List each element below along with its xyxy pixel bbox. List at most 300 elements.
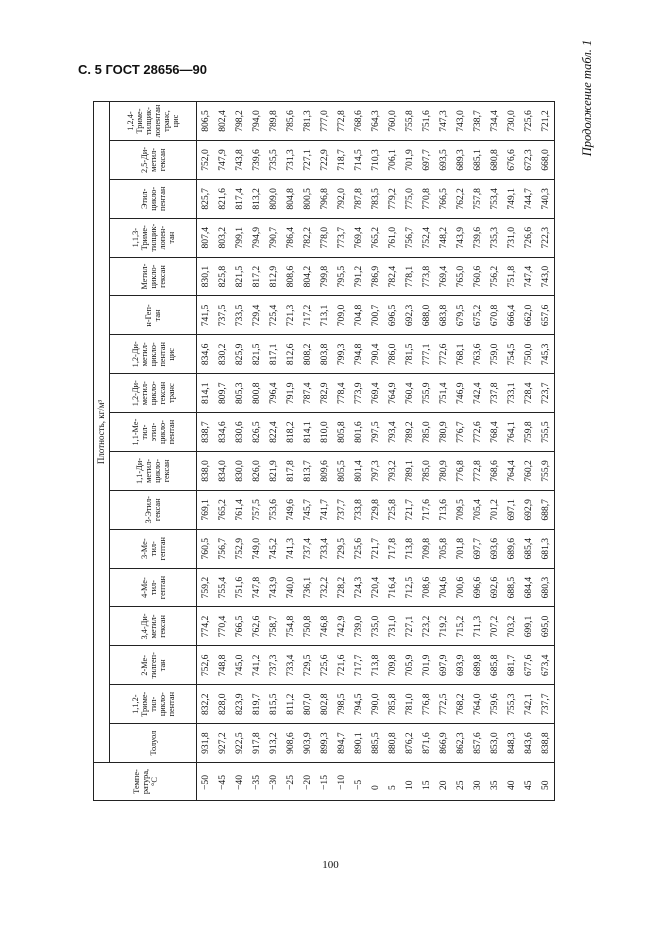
density-cell: 758,7 (265, 607, 282, 646)
density-cell: 737,7 (333, 490, 350, 529)
density-cell: 834,6 (197, 335, 215, 374)
density-cell: 731,3 (282, 141, 299, 180)
density-cell: 903,9 (299, 724, 316, 763)
table-frame (93, 101, 553, 801)
density-cell: 666,4 (503, 296, 520, 335)
density-cell: 782,9 (316, 374, 333, 413)
density-cell: 739,0 (350, 607, 367, 646)
density-cell: 794,8 (350, 335, 367, 374)
density-cell: 789,2 (401, 413, 418, 452)
density-cell: 710,3 (367, 141, 384, 180)
density-cell: 701,9 (418, 646, 435, 685)
density-cell: 721,3 (282, 296, 299, 335)
density-cell: 757,5 (248, 490, 265, 529)
density-cell: 703,2 (503, 607, 520, 646)
density-cell: 709,8 (418, 529, 435, 568)
density-cell: 799,3 (333, 335, 350, 374)
density-cell: 750,0 (520, 335, 537, 374)
density-cell: 809,7 (214, 374, 231, 413)
density-cell: 743,9 (452, 218, 469, 257)
density-cell: 780,9 (435, 452, 452, 491)
density-cell: 772,6 (469, 413, 486, 452)
density-cell: 724,3 (350, 568, 367, 607)
density-cell: 695,0 (537, 607, 555, 646)
density-cell: 843,6 (520, 724, 537, 763)
density-cell: 668,0 (537, 141, 555, 180)
density-cell: 729,8 (367, 490, 384, 529)
density-cell: 818,2 (282, 413, 299, 452)
density-cell: 880,8 (384, 724, 401, 763)
density-cell: 716,4 (384, 568, 401, 607)
density-cell: 790,0 (367, 685, 384, 724)
density-cell: 792,0 (333, 179, 350, 218)
density-cell: 692,6 (486, 568, 503, 607)
density-cell: 756,7 (214, 529, 231, 568)
density-cell: 796,4 (265, 374, 282, 413)
density-cell: 755,9 (418, 374, 435, 413)
density-cell: 672,3 (520, 141, 537, 180)
density-cell: 693,6 (486, 529, 503, 568)
density-cell: 719,2 (435, 607, 452, 646)
density-cell: 782,4 (384, 257, 401, 296)
density-cell: 862,3 (452, 724, 469, 763)
density-cell: 787,8 (350, 179, 367, 218)
density-cell: 741,3 (282, 529, 299, 568)
density-cell: 745,3 (537, 335, 555, 374)
density-cell: 700,6 (452, 568, 469, 607)
density-cell: 800,8 (248, 374, 265, 413)
density-cell: 785,8 (384, 685, 401, 724)
density-cell: 709,8 (384, 646, 401, 685)
temperature-cell: −50 (197, 763, 215, 801)
density-cell: 763,6 (469, 335, 486, 374)
density-cell: 773,8 (418, 257, 435, 296)
density-cell: 790,7 (265, 218, 282, 257)
density-cell: 804,8 (282, 179, 299, 218)
density-cell: 748,2 (435, 218, 452, 257)
density-cell: 725,6 (350, 529, 367, 568)
density-cell: 755,4 (214, 568, 231, 607)
density-cell: 799,1 (231, 218, 248, 257)
density-cell: 764,9 (384, 374, 401, 413)
density-cell: 811,2 (282, 685, 299, 724)
density-cell: 776,8 (418, 685, 435, 724)
density-cell: 853,0 (486, 724, 503, 763)
density-cell: 688,0 (418, 296, 435, 335)
table-row (503, 102, 520, 801)
column-header-7: 3-Этил- гексан (110, 490, 197, 529)
density-cell: 693,5 (435, 141, 452, 180)
density-cell: 913,2 (265, 724, 282, 763)
density-cell: 751,8 (503, 257, 520, 296)
density-cell: 735,0 (367, 607, 384, 646)
density-cell: 751,6 (418, 102, 435, 141)
density-cell: 696,5 (384, 296, 401, 335)
density-cell: 789,8 (265, 102, 282, 141)
density-cell: 759,0 (486, 335, 503, 374)
density-cell: 830,1 (197, 257, 215, 296)
density-cell: 927,2 (214, 724, 231, 763)
page-header: С. 5 ГОСТ 28656—90 (78, 62, 207, 77)
density-cell: 768,2 (452, 685, 469, 724)
density-cell: 755,9 (537, 452, 555, 491)
density-cell: 769,1 (197, 490, 215, 529)
density-cell: 749,0 (248, 529, 265, 568)
density-cell: 885,5 (367, 724, 384, 763)
density-cell: 681,3 (537, 529, 555, 568)
density-cell: 739,6 (248, 141, 265, 180)
temperature-cell: 10 (401, 763, 418, 801)
density-cell: 812,6 (282, 335, 299, 374)
temperature-cell: 50 (537, 763, 555, 801)
density-cell: 737,7 (537, 685, 555, 724)
density-cell: 772,8 (333, 102, 350, 141)
density-cell: 713,8 (401, 529, 418, 568)
density-cell: 729,5 (299, 646, 316, 685)
column-header-3: 2-Ме- тилгеп- тан (110, 646, 197, 685)
density-cell: 754,8 (282, 607, 299, 646)
density-cell: 756,2 (486, 257, 503, 296)
density-cell: 876,2 (401, 724, 418, 763)
table-row (486, 102, 503, 801)
density-cell: 760,2 (520, 452, 537, 491)
density-cell: 759,6 (486, 685, 503, 724)
density-cell: 683,8 (435, 296, 452, 335)
density-cell: 723,2 (418, 607, 435, 646)
density-cell: 899,3 (316, 724, 333, 763)
density-cell: 762,2 (452, 179, 469, 218)
density-cell: 743,8 (231, 141, 248, 180)
density-cell: 748,8 (214, 646, 231, 685)
temperature-cell: −20 (299, 763, 316, 801)
density-cell: 796,8 (316, 179, 333, 218)
density-cell: 675,2 (469, 296, 486, 335)
density-cell: 689,3 (452, 141, 469, 180)
density-cell: 779,2 (384, 179, 401, 218)
density-cell: 673,4 (537, 646, 555, 685)
temperature-header: Темпе- ратура, °С (94, 763, 197, 801)
density-cell: 709,5 (452, 490, 469, 529)
density-cell: 739,6 (469, 218, 486, 257)
density-cell: 730,0 (503, 102, 520, 141)
table-row (265, 102, 282, 801)
density-cell: 704,6 (435, 568, 452, 607)
density-cell: 797,5 (367, 413, 384, 452)
density-cell: 737,3 (265, 646, 282, 685)
density-cell: 679,5 (452, 296, 469, 335)
density-cell: 830,0 (231, 452, 248, 491)
density-cell: 689,6 (503, 529, 520, 568)
density-cell: 746,8 (316, 607, 333, 646)
density-cell: 777,0 (316, 102, 333, 141)
density-cell: 775,0 (401, 179, 418, 218)
density-cell: 866,9 (435, 724, 452, 763)
density-cell: 722,3 (537, 218, 555, 257)
column-header-12: н-Геп- тан (110, 296, 197, 335)
density-cell: 890,1 (350, 724, 367, 763)
density-cell: 689,8 (469, 646, 486, 685)
column-header-14: 1,1,3- Триме- тилцик- лопен- тан (110, 218, 197, 257)
density-cell: 785,0 (418, 413, 435, 452)
density-cell: 738,7 (469, 102, 486, 141)
density-cell: 751,6 (231, 568, 248, 607)
density-cell: 794,0 (248, 102, 265, 141)
density-cell: 725,6 (316, 646, 333, 685)
density-cell: 922,5 (231, 724, 248, 763)
density-cell: 697,9 (435, 646, 452, 685)
density-cell: 812,9 (265, 257, 282, 296)
density-cell: 793,4 (384, 413, 401, 452)
density-cell: 717,6 (418, 490, 435, 529)
density-cell: 721,6 (333, 646, 350, 685)
temperature-cell: 5 (384, 763, 401, 801)
density-cell: 685,4 (520, 529, 537, 568)
density-cell: 737,4 (299, 529, 316, 568)
column-header-15: Этил- цикло- пентан (110, 179, 197, 218)
density-cell: 777,1 (418, 335, 435, 374)
density-cell: 821,5 (248, 335, 265, 374)
density-cell: 693,9 (452, 646, 469, 685)
density-cell: 680,3 (537, 568, 555, 607)
density-cell: 688,7 (537, 490, 555, 529)
density-cell: 749,1 (503, 179, 520, 218)
temperature-cell: 45 (520, 763, 537, 801)
table-row (435, 102, 452, 801)
density-cell: 797,3 (367, 452, 384, 491)
density-cell: 805,3 (231, 374, 248, 413)
density-cell: 815,5 (265, 685, 282, 724)
density-cell: 756,7 (401, 218, 418, 257)
density-cell: 713,8 (367, 646, 384, 685)
density-cell: 800,5 (299, 179, 316, 218)
density-cell: 729,5 (333, 529, 350, 568)
density-cell: 699,1 (520, 607, 537, 646)
density-cell: 737,5 (214, 296, 231, 335)
density-cell: 805,5 (333, 452, 350, 491)
density-cell: 769,4 (367, 374, 384, 413)
density-cell: 764,0 (469, 685, 486, 724)
density-cell: 770,4 (214, 607, 231, 646)
temperature-cell: −10 (333, 763, 350, 801)
density-cell: 828,0 (214, 685, 231, 724)
density-cell: 821,6 (214, 179, 231, 218)
density-cell: 789,1 (401, 452, 418, 491)
density-cell: 705,4 (469, 490, 486, 529)
density-cell: 814,1 (197, 374, 215, 413)
density-cell: 857,6 (469, 724, 486, 763)
density-cell: 781,3 (299, 102, 316, 141)
density-cell: 830,6 (231, 413, 248, 452)
density-cell: 752,9 (231, 529, 248, 568)
table-row (401, 102, 418, 801)
density-cell: 705,8 (435, 529, 452, 568)
density-cell: 685,1 (469, 141, 486, 180)
density-cell: 809,6 (316, 452, 333, 491)
temperature-cell: 0 (367, 763, 384, 801)
density-cell: 684,4 (520, 568, 537, 607)
density-cell: 701,8 (452, 529, 469, 568)
density-cell: 822,4 (265, 413, 282, 452)
density-cell: 778,0 (316, 218, 333, 257)
density-cell: 813,2 (248, 179, 265, 218)
density-cell: 747,4 (520, 257, 537, 296)
density-cell: 662,0 (520, 296, 537, 335)
column-header-6: 3-Ме- тил- гептан (110, 529, 197, 568)
density-cell: 805,8 (333, 413, 350, 452)
density-cell: 733,4 (282, 646, 299, 685)
density-cell: 764,1 (503, 413, 520, 452)
density-cell: 782,2 (299, 218, 316, 257)
table-row (248, 102, 265, 801)
density-cell: 817,1 (265, 335, 282, 374)
density-cell: 685,8 (486, 646, 503, 685)
density-cell: 692,3 (401, 296, 418, 335)
density-cell: 747,3 (435, 102, 452, 141)
density-cell: 772,6 (435, 335, 452, 374)
density-cell: 718,7 (333, 141, 350, 180)
density-cell: 780,9 (435, 413, 452, 452)
density-cell: 743,9 (265, 568, 282, 607)
density-cell: 677,6 (520, 646, 537, 685)
column-header-17: 1,2,4- Триме- тилцик- лопентан транс, цис (110, 102, 197, 141)
density-cell: 808,6 (282, 257, 299, 296)
density-cell: 821,9 (265, 452, 282, 491)
density-cell: 765,0 (452, 257, 469, 296)
density-cell: 774,2 (197, 607, 215, 646)
density-cell: 768,6 (486, 452, 503, 491)
density-cell: 727,1 (299, 141, 316, 180)
density-cell: 760,5 (197, 529, 215, 568)
density-cell: 768,1 (452, 335, 469, 374)
density-cell: 834,0 (214, 452, 231, 491)
table-row (418, 102, 435, 801)
density-cell: 753,4 (486, 179, 503, 218)
density-cell: 807,4 (197, 218, 215, 257)
column-header-9: 1,1-Ме- тил- этил- цикло- пентан (110, 413, 197, 452)
density-cell: 770,8 (418, 179, 435, 218)
density-cell: 755,3 (503, 685, 520, 724)
density-cell: 786,9 (367, 257, 384, 296)
density-cell: 717,2 (299, 296, 316, 335)
density-cell: 742,4 (469, 374, 486, 413)
density-cell: 696,6 (469, 568, 486, 607)
table-row (384, 102, 401, 801)
density-cell: 809,0 (265, 179, 282, 218)
density-cell: 711,3 (469, 607, 486, 646)
column-header-10: 1,2-Ди- метил- цикло- гексан транс (110, 374, 197, 413)
density-cell: 823,9 (231, 685, 248, 724)
density-cell: 803,8 (316, 335, 333, 374)
table-row (282, 102, 299, 801)
density-cell: 692,9 (520, 490, 537, 529)
temperature-cell: −40 (231, 763, 248, 801)
density-cell: 801,6 (350, 413, 367, 452)
density-cell: 768,4 (486, 413, 503, 452)
density-cell: 705,9 (401, 646, 418, 685)
density-cell: 798,5 (333, 685, 350, 724)
table-row (214, 102, 231, 801)
density-cell: 908,6 (282, 724, 299, 763)
density-cell: 769,4 (435, 257, 452, 296)
density-cell: 761,0 (384, 218, 401, 257)
density-cell: 706,1 (384, 141, 401, 180)
density-cell: 871,6 (418, 724, 435, 763)
density-cell: 786,4 (282, 218, 299, 257)
column-header-2: 1,1,2- Триме- тил- цикло- пентан (110, 685, 197, 724)
density-cell: 681,7 (503, 646, 520, 685)
density-cell: 697,7 (469, 529, 486, 568)
density-cell: 688,5 (503, 568, 520, 607)
table-row (537, 102, 555, 801)
density-cell: 743,0 (452, 102, 469, 141)
density-cell: 740,3 (537, 179, 555, 218)
density-cell: 765,2 (214, 490, 231, 529)
density-cell: 783,5 (367, 179, 384, 218)
density-cell: 802,8 (316, 685, 333, 724)
density-cell: 781,5 (401, 335, 418, 374)
density-cell: 795,5 (333, 257, 350, 296)
density-cell: 752,4 (418, 218, 435, 257)
density-cell: 713,6 (435, 490, 452, 529)
density-cell: 790,4 (367, 335, 384, 374)
temperature-cell: −35 (248, 763, 265, 801)
density-cell: 670,8 (486, 296, 503, 335)
density-cell: 745,7 (299, 490, 316, 529)
density-cell: 713,1 (316, 296, 333, 335)
density-cell: 813,7 (299, 452, 316, 491)
temperature-cell: −15 (316, 763, 333, 801)
temperature-cell: −45 (214, 763, 231, 801)
density-cell: 701,9 (401, 141, 418, 180)
density-table (93, 101, 555, 801)
density-cell: 733,4 (316, 529, 333, 568)
density-cell: 725,4 (265, 296, 282, 335)
density-cell: 759,8 (520, 413, 537, 452)
density-cell: 838,0 (197, 452, 215, 491)
density-cell: 731,0 (384, 607, 401, 646)
table-row (452, 102, 469, 801)
density-cell: 725,6 (520, 102, 537, 141)
density-cell: 714,5 (350, 141, 367, 180)
density-cell: 708,6 (418, 568, 435, 607)
density-cell: 736,1 (299, 568, 316, 607)
density-cell: 803,2 (214, 218, 231, 257)
density-cell: 741,5 (197, 296, 215, 335)
density-cell: 778,1 (401, 257, 418, 296)
column-header-13: Метил- цикло- гексан (110, 257, 197, 296)
density-cell: 737,8 (486, 374, 503, 413)
table-row (520, 102, 537, 801)
column-header-16: 2,5-Ди- метил- гексан (110, 141, 197, 180)
table-row (231, 102, 248, 801)
density-cell: 894,7 (333, 724, 350, 763)
density-cell: 717,7 (350, 646, 367, 685)
density-header: Плотность, кг/м³ (94, 102, 110, 763)
density-cell: 754,5 (503, 335, 520, 374)
density-cell: 817,4 (231, 179, 248, 218)
temperature-cell: 30 (469, 763, 486, 801)
density-cell: 742,9 (333, 607, 350, 646)
temperature-cell: 20 (435, 763, 452, 801)
density-cell: 729,4 (248, 296, 265, 335)
density-cell: 749,6 (282, 490, 299, 529)
density-cell: 769,4 (350, 218, 367, 257)
density-cell: 807,0 (299, 685, 316, 724)
density-cell: 680,8 (486, 141, 503, 180)
density-cell: 733,1 (503, 374, 520, 413)
density-cell: 707,2 (486, 607, 503, 646)
density-cell: 794,5 (350, 685, 367, 724)
